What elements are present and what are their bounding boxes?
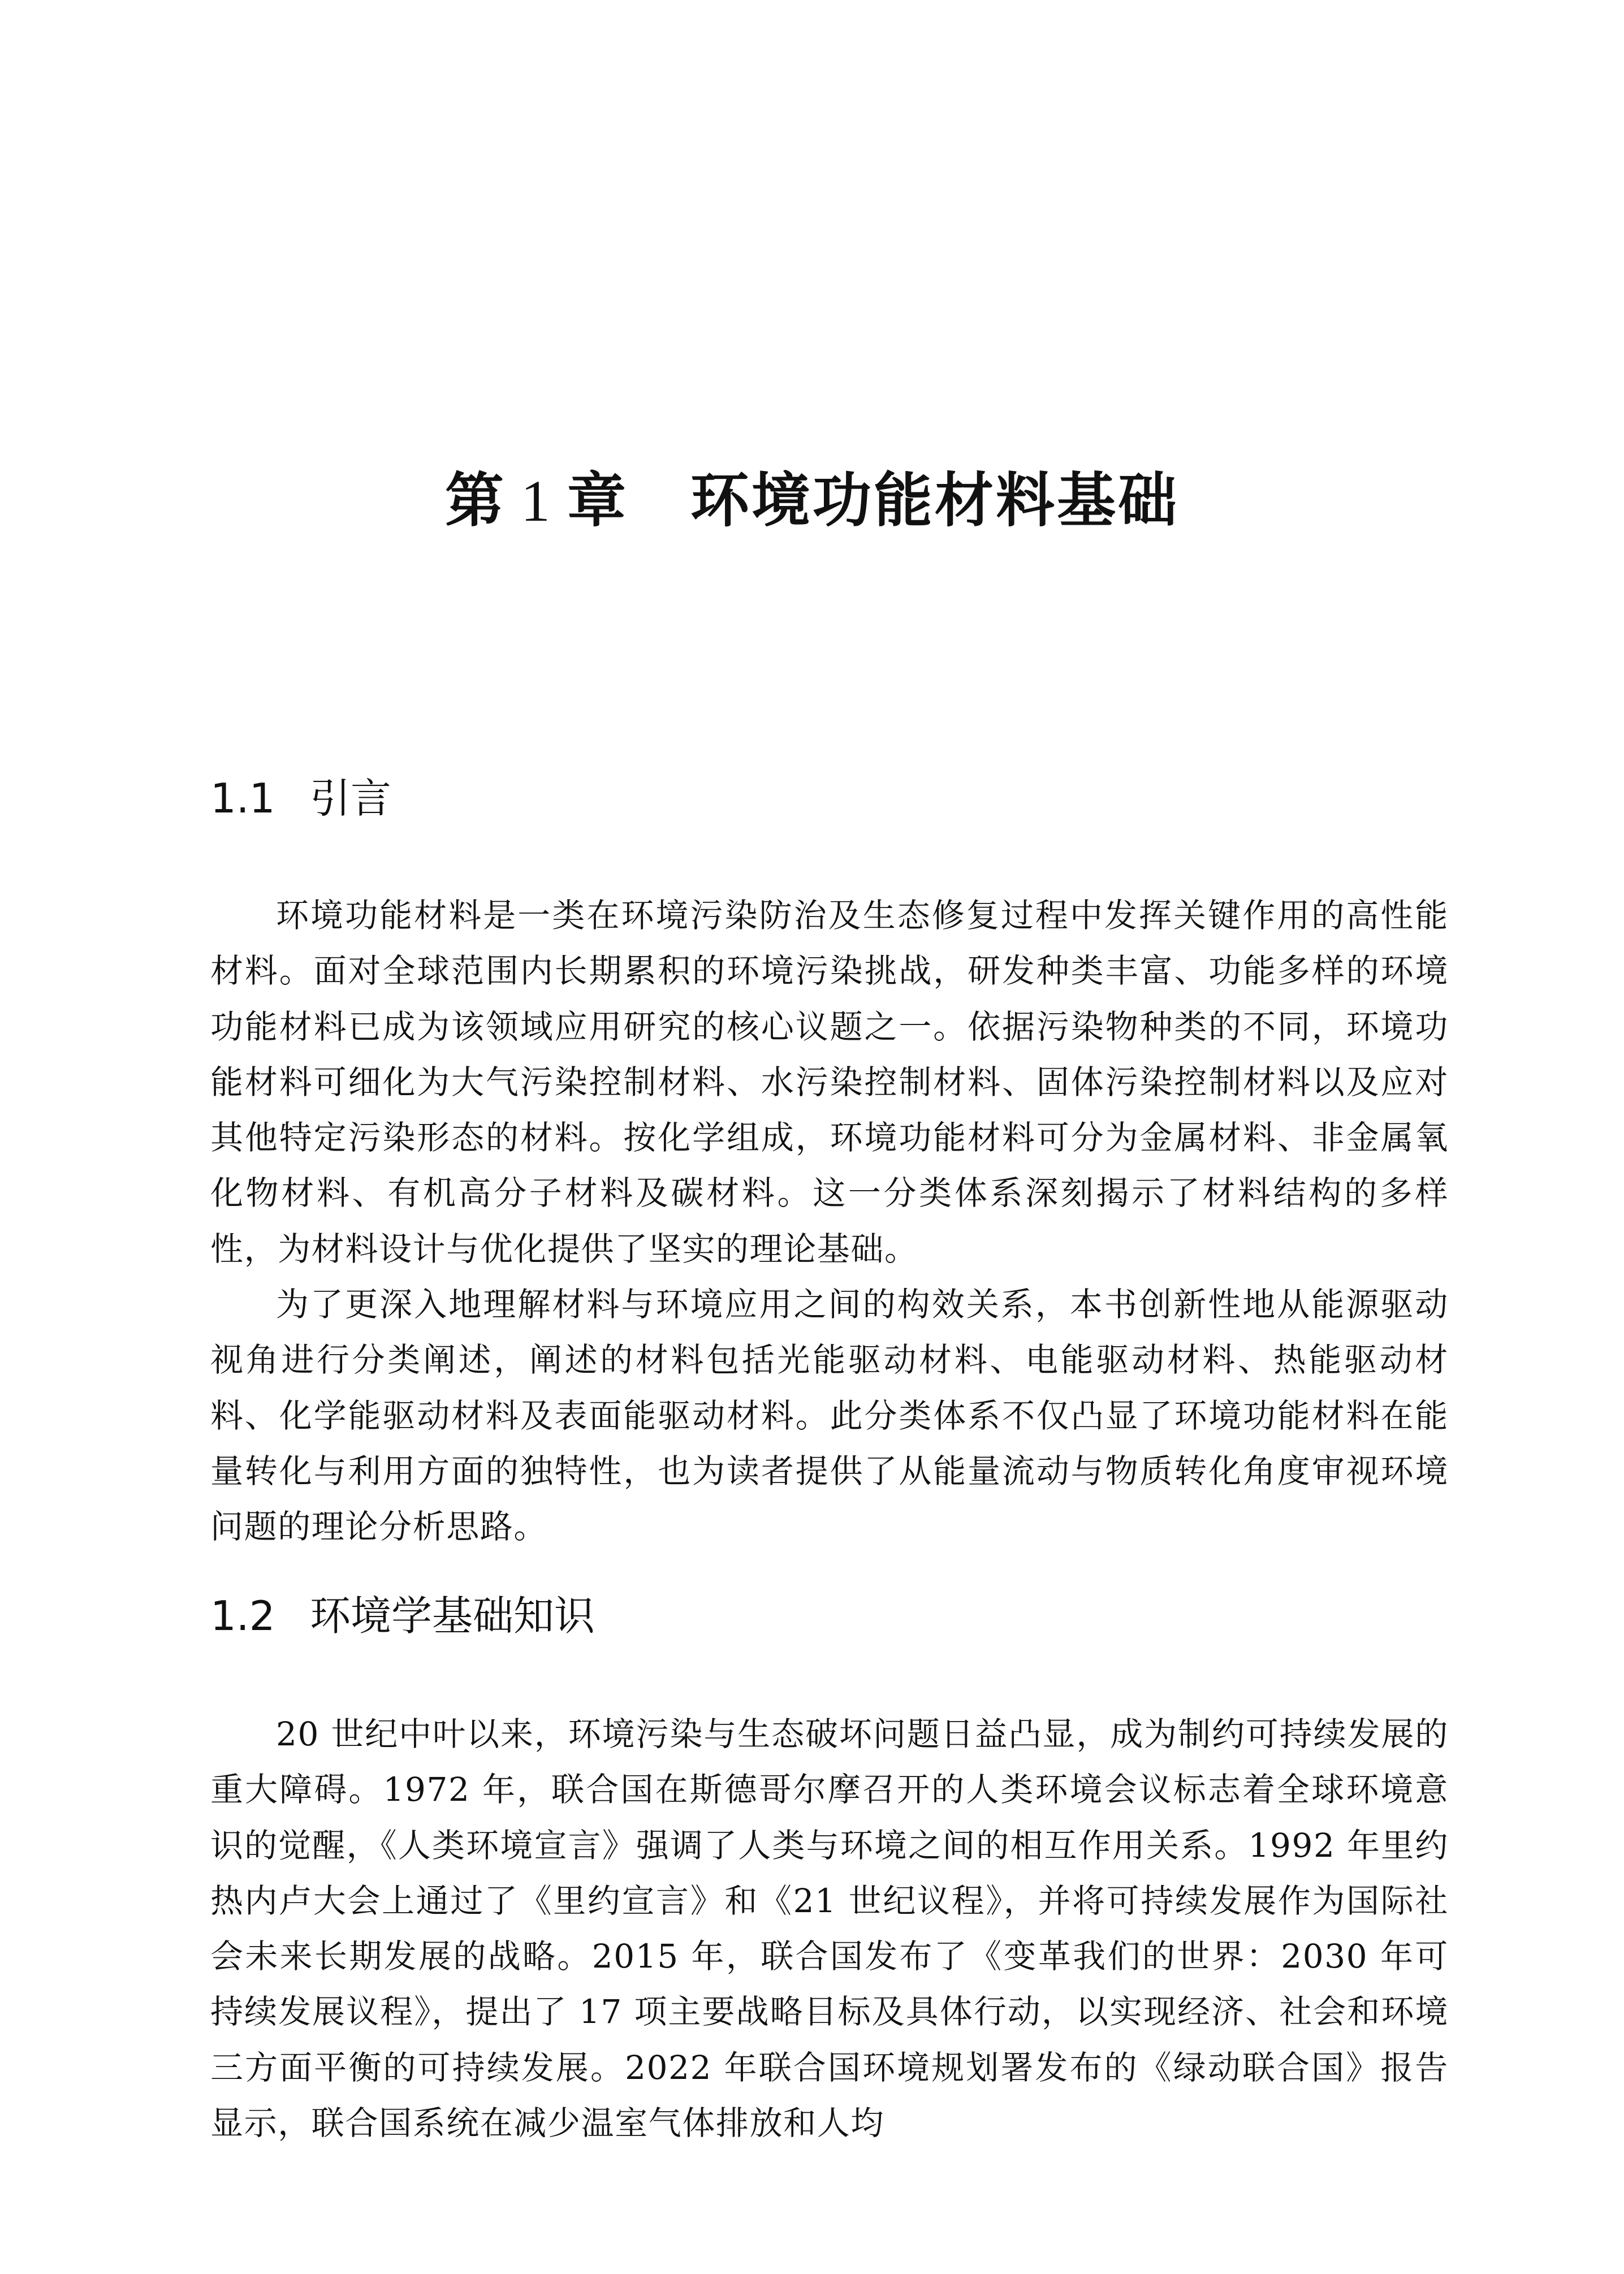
section-heading	[210, 771, 1449, 825]
chapter-suffix: 章	[567, 465, 628, 535]
chapter-prefix: 第	[444, 465, 506, 535]
section-number: 1.2	[210, 1592, 275, 1640]
section-environmental-basics	[210, 1589, 1449, 2151]
section-title: 环境学基础知识	[310, 1592, 595, 1640]
chapter-title	[0, 461, 1624, 541]
section-introduction	[210, 771, 1449, 1555]
paragraph: 为了更深入地理解材料与环境应用之间的构效关系，本书创新性地从能源驱动视角进行分类阐述，阐述的材料包括光能驱动材料、电能驱动材料、热能驱动材料、化学能驱动材料及表面能驱动材料。此分类体系不仅凸显了环境功能材料在能量转化与利用方面的独特性，也为读者提供了从能量流动与物质转化角度审视环境问题的理论分析思路。	[210, 1285, 1449, 1546]
chapter-title-text: 环境功能材料基础	[690, 465, 1180, 535]
section-heading	[210, 1589, 1449, 1643]
section-title: 引言	[310, 775, 392, 822]
paragraph: 20 世纪中叶以来，环境污染与生态破坏问题日益凸显，成为制约可持续发展的重大障碍。1972 年，联合国在斯德哥尔摩召开的人类环境会议标志着全球环境意识的觉醒，《人类环境宣言》强调了人类与环境之间的相互作用关系。1992 年里约热内卢大会上通过了《里约宣言》和《21 世纪议程》，并将可持续发展作为国际社会未来长期发展的战略。2015 年，联合国发布了《变革我们的世界：2030 年可持续发展议程》，提出了 17 项主要战略目标及具体行动，以实现经济、社会和环境三方面平衡的可持续发展。2022 年联合国环境规划署发布的《绿动联合国》报告显示，联合国系统在减少温室气体排放和人均	[210, 1715, 1449, 2143]
paragraph: 环境功能材料是一类在环境污染防治及生态修复过程中发挥关键作用的高性能材料。面对全球范围内长期累积的环境污染挑战，研发种类丰富、功能多样的环境功能材料已成为该领域应用研究的核心议题之一。依据污染物种类的不同，环境功能材料可细化为大气污染控制材料、水污染控制材料、固体污染控制材料以及应对其他特定污染形态的材料。按化学组成，环境功能材料可分为金属材料、非金属氧化物材料、有机高分子材料及碳材料。这一分类体系深刻揭示了材料结构的多样性，为材料设计与优化提供了坚实的理论基础。	[210, 896, 1449, 1268]
section-number: 1.1	[210, 775, 275, 822]
chapter-number: 1	[520, 469, 552, 534]
